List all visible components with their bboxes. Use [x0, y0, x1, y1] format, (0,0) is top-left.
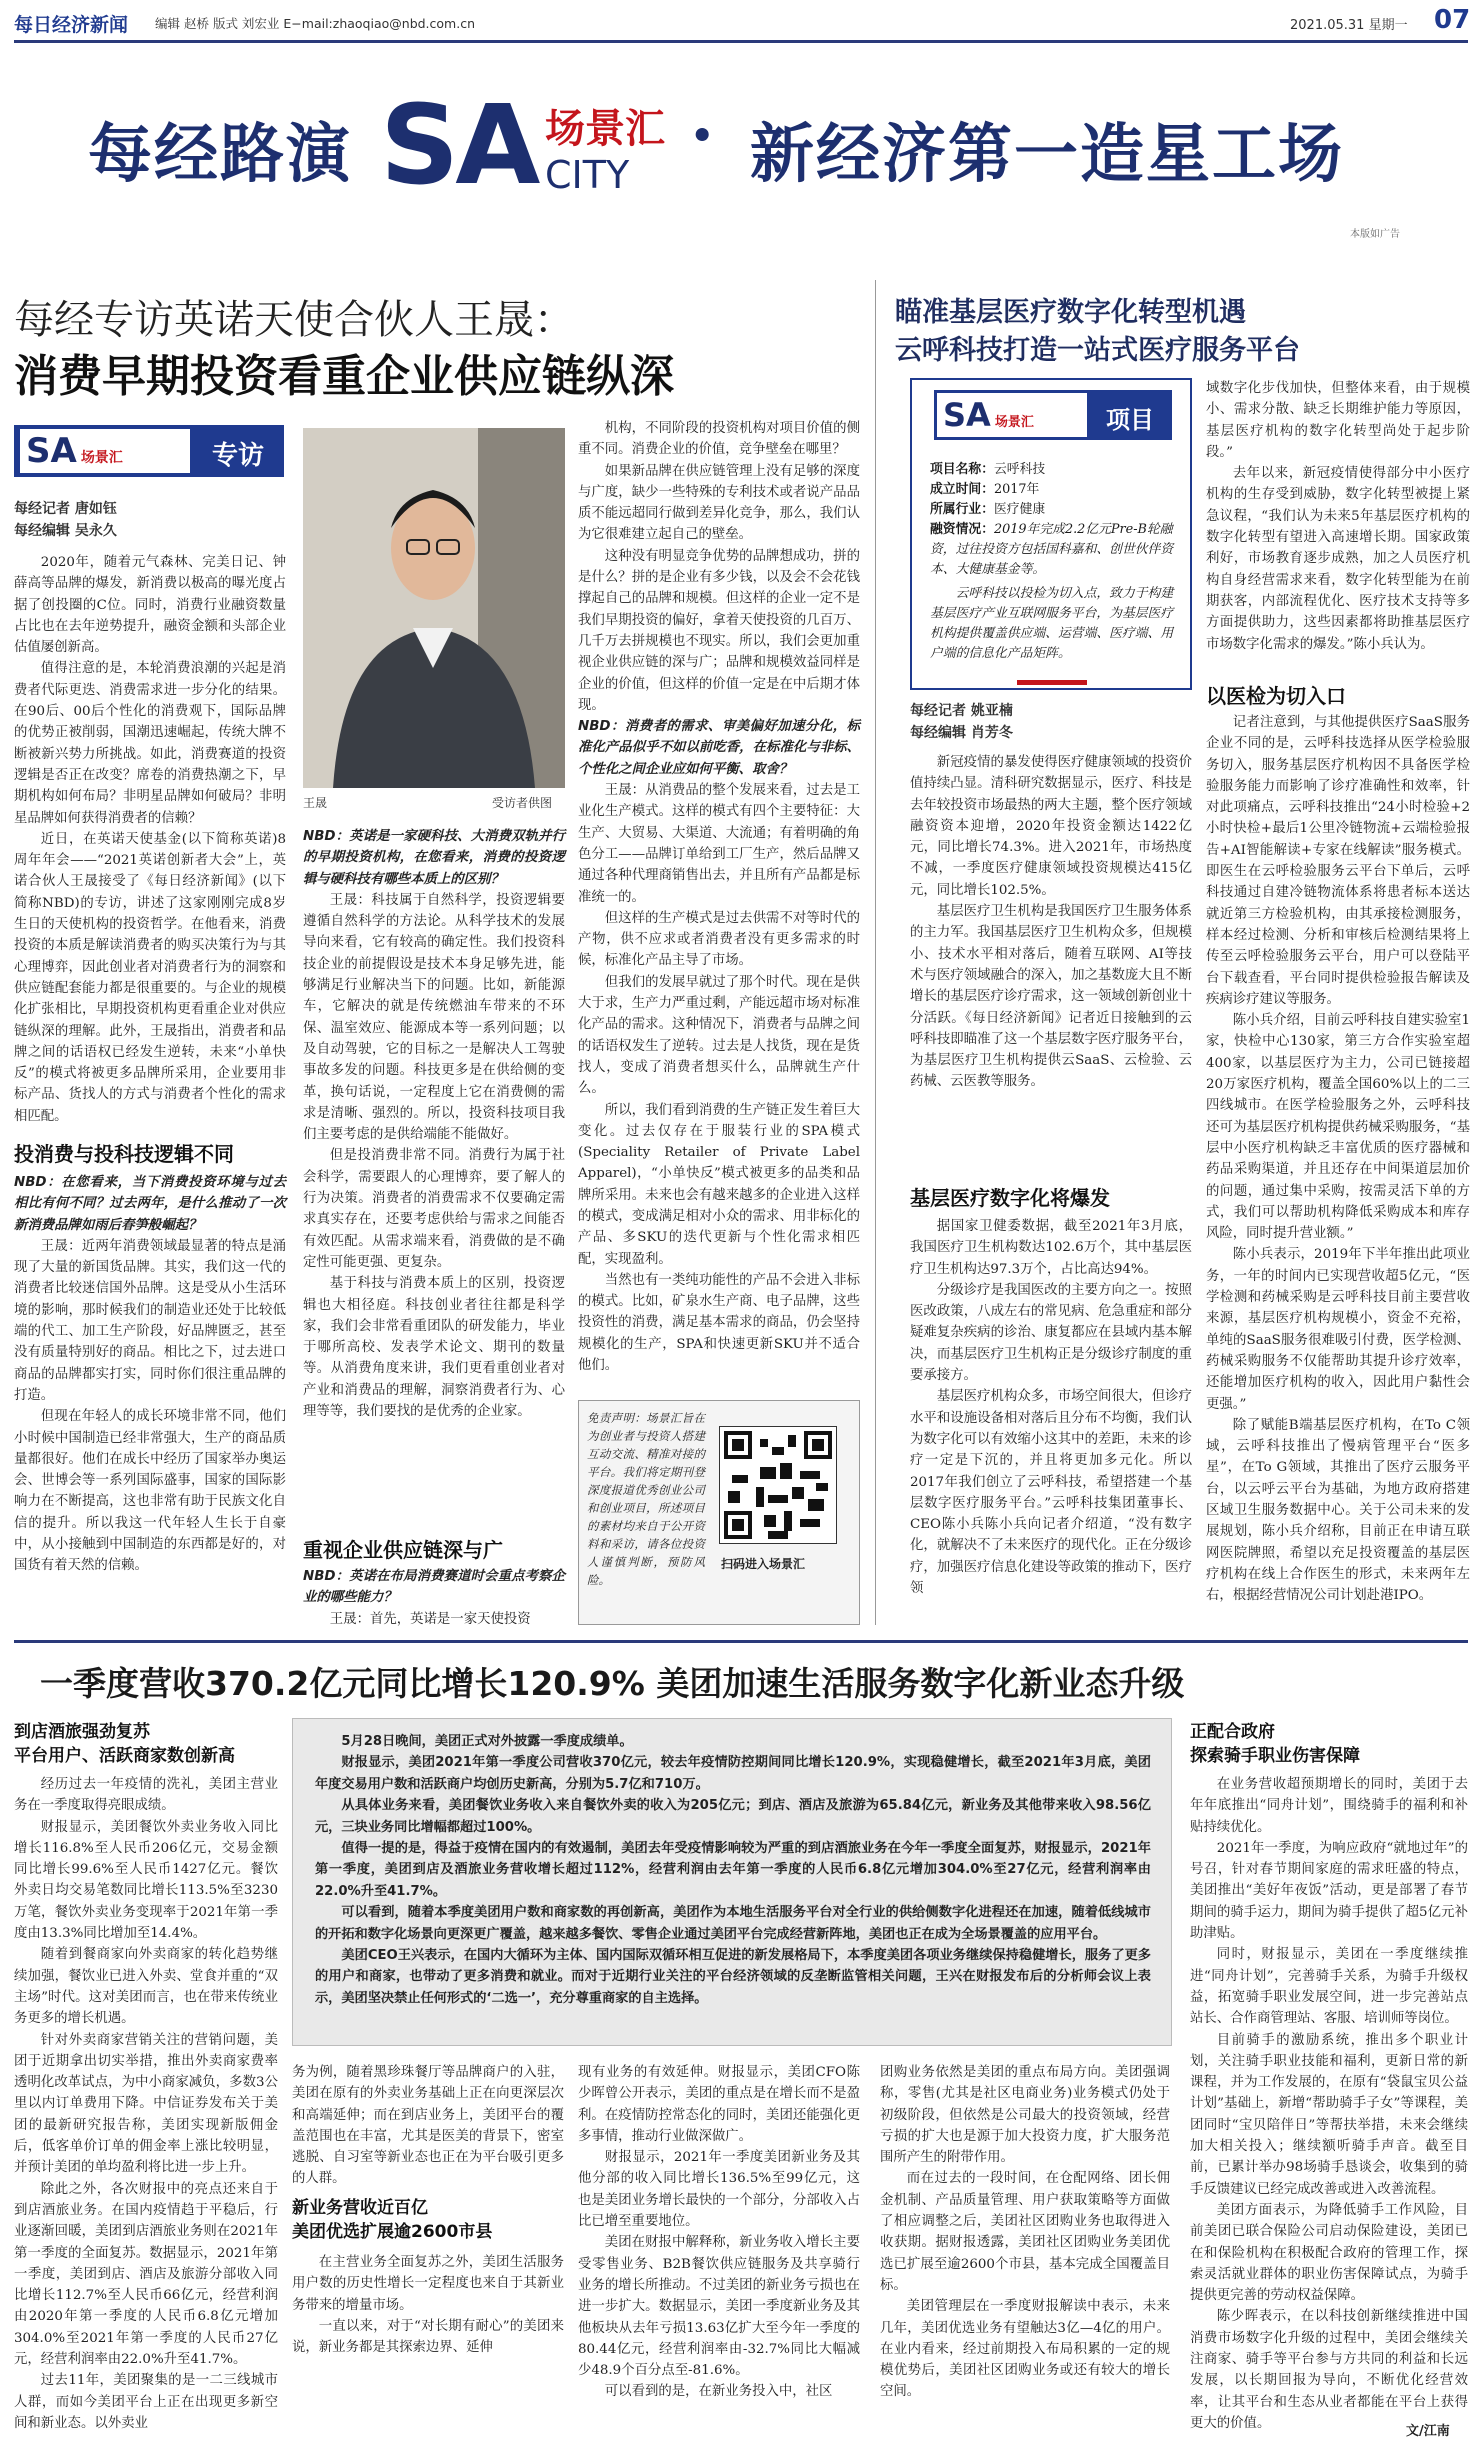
paragraph: 可以看到，随着本季度美团用户数和商家数的再创新高，美团作为本地生活服务平台对全行业的供给侧数字化进程还在加速，随着低线城市的开拓和数字化场景向更深更广覆盖，越来越多餐饮、零售企业通过美团平台完成经营新阵地，美团也正在成为全场景覆盖的应用平台。 [315, 1905, 1151, 1942]
photo-credit: 受访者供图 [492, 796, 553, 810]
paragraph: 美团方面表示，为降低骑手工作风险，目前美团已联合保险公司启动保险建设，美团已在和保险机构在积极配合政府的管理工作，探索灵活就业群体的职业伤害保障试点，为骑手提供更完善的劳动权益保障。 [1190, 2202, 1468, 2304]
page-number: 07 [1434, 5, 1471, 35]
article1-byline [14, 498, 117, 542]
article2-byline [910, 700, 1013, 744]
paragraph: 王晟：近两年消费领域最显著的特点是涌现了大量的新国货品牌。其实，我们这一代的消费者比较迷信国外品牌。这是受从小生活环境的影响，那时候我们的制造业还处于比较低端的代工、加工生产阶段，好品牌匮乏，甚至没有质量特别好的商品。相比之下，过去进口商品的品牌都实打实，同时你们很注重品牌的打造。 [14, 1238, 286, 1403]
subhead-line1: 正配合政府 [1190, 1722, 1275, 1742]
ad-note: 本版如广告 [1350, 229, 1400, 240]
article1-subhead-b: 重视企业供应链深与广 [303, 1538, 503, 1562]
paragraph: 但是投消费非常不同。消费行为属于社会科学，需要跟人的心理博弈，要了解人的行为决策。消费者的消费需求不仅要确定需求真实存在，还要考虑供给与需求之间能否有效匹配。从需求端来看，消费做的是不确定性可能更强、更复杂。 [303, 1148, 565, 1270]
header-rule [14, 40, 1468, 43]
paragraph: 王晟：科技属于自然科学，投资逻辑要遵循自然科学的方法论。从科学技术的发展导向来看，它有较高的确定性。我们投资科技企业的前提假设是技术本身足够先进，能够满足行业解决当下的问题。比如，新能源车，它解决的就是传统燃油车带来的不环保、温室效应、能源成本等一系列问题；以及自动驾驶，它的目标之一是解决人工驾驶事故多发的问题。科技更多是在供给侧的变革，换句话说，一定程度上它在消费侧的需求是清晰、强烈的。所以，投资科技项目我们主要考虑的是供给端能不能做好。 [303, 892, 565, 1143]
paragraph: 一直以来，对于“对长期有耐心”的美团来说，新业务都是其探索边界、延伸 [292, 2318, 564, 2356]
paragraph: 目前骑手的激励系统，推出多个职业计划，关注骑手职业技能和福利，更新日常的新课程，并为工作发展的，在原有“袋鼠宝贝公益计划”基础上，新增“帮助骑手子女”等课程，美团同时“宝贝陪伴日”等帮扶举措，未来会继续加大相关投入；继续额听骑手声音。截至目前，已累计举办98场骑手恳谈会，收集到的骑手反馈建议已经完成改善或进入改善流程。 [1190, 2032, 1468, 2197]
card-logo [937, 393, 1087, 437]
paragraph: 值得一提的是，得益于疫情在国内的有效遏制，美团去年受疫情影响较为严重的到店酒旅业务在今年一季度全面复苏，财报显示，2021年第一季度，美团到店及酒旅业务营收增长超过112%，经营利润由去年第一季度的人民币6.8亿元增加304.0%至27亿元，经营利润率由22.0%升至41.7%。 [315, 1841, 1151, 1899]
summary-box [292, 1718, 1172, 2046]
paragraph: 2020年，随着元气森林、完美日记、钟薛高等品牌的爆发，新消费以极高的曝光度占据了创投圈的C位。同时，消费行业融资数量占比也在去年逆势提升，融资金额和头部企业估值屡创新高。 [14, 555, 286, 656]
tag-logo-sa: SA [26, 431, 77, 471]
paragraph: 近日，在英诺天使基金(以下简称英诺)8周年年会——“2021英诺创新者大会”上，英诺合伙人王晟接受了《每日经济新闻》(以下简称NBD)的专访，讲述了这家刚刚完成8岁生日的天使机构的投资哲学。在他看来，消费投资的本质是解读消费者的购买决策行为与其心理博弈，因此创业者对消费者行为的洞察和供应链配套能力都是很重要的。与企业的规模化扩张相比，早期投资机构更看重企业对供应链纵深的理解。此外，王晟指出，消费者和品牌之间的话语权已经发生逆转，未来“小单快反”的模式将被更多品牌所采用，企业要用非标产品、货找人的方式与消费者个性化的需求相匹配。 [14, 831, 286, 1124]
question: NBD：英诺在布局消费赛道时会重点考察企业的哪些能力？ [303, 1569, 565, 1606]
banner-logo-sa: SA [380, 81, 537, 209]
subhead-line2: 平台用户、活跃商家数创新高 [14, 1746, 235, 1766]
byline-reporter: 每经记者 姚亚楠 [910, 703, 1013, 719]
paragraph: 美团管理层在一季度财报解读中表示，未来几年，美团优选业务有望触达3亿—4亿的用户。在业内看来，经过前期投入布局积累的一定的规模优势后，美团社区团购业务或还有较大的增长空间。 [880, 2299, 1170, 2400]
card-header [934, 390, 1172, 440]
paragraph: 但这样的生产模式是过去供需不对等时代的产物，供不应求或者消费者没有更多需求的时候，标准化产品主导了市场。 [578, 910, 860, 969]
byline-reporter: 每经记者 唐如钰 [14, 501, 117, 517]
paragraph: 但我们的发展早就过了那个时代。现在是供大于求，生产力严重过剩，产能远超市场对标准化产品的需求。这种情况下，消费者与品牌之间的话语权发生了逆转。过去是人找货，现在是货找人，变成了消费者想买什么，品牌就生产什么。 [578, 974, 860, 1097]
paragraph: 基层医疗机构众多，市场空间很大，但诊疗水平和设施设备相对落后且分布不均衡，我们认为数字化可以有效缩小这其中的差距，未来的诊疗一定是下沉的，并且将更加多元化。所以2017年我们创立了云呼科技，希望搭建一个基层数字医疗服务平台。”云呼科技集团董事长、CEO陈小兵陈小兵向记者介绍道，“没有数字化，就解决不了未来医疗的现代化。正在分级诊疗，加强医疗信息化建设等政策的推动下，医疗领 [910, 1389, 1192, 1597]
portrait-photo [303, 428, 565, 788]
article3-title: 一季度营收370.2亿元同比增长120.9% 美团加速生活服务数字化新业态升级 [40, 1664, 1185, 1703]
card-field: 融资情况：2019年完成2.2亿元Pre-B轮融资，过往投资方包括国科嘉和、创世伙伴资本、大健康基金等。 [930, 522, 1174, 577]
article3-col4-body [880, 2062, 1170, 2434]
paragraph: 基层医疗卫生机构是我国医疗卫生服务体系的主力军。我国基层医疗卫生机构众多，但规模小、技术水平相对落后，随着互联网、AI等技术与医疗领域融合的深入，加之基数庞大且不断增长的基层医疗诊疗需求，这一领域创新创业十分活跃。《每日经济新闻》记者近日接触到的云呼科技即瞄准了这一个基层数字医疗服务平台，为基层医疗卫生机构提供云SaaS、云检验、云药械、云医教等服务。 [910, 904, 1192, 1090]
paragraph: 可以看到的是，在新业务投入中，社区 [604, 2384, 833, 2400]
paragraph: 团购业务依然是美团的重点布局方向。美团强调称，零售(尤其是社区电商业务)业务模式仍处于初级阶段，但依然是公司最大的投资领域，经营亏损的扩大也是源于加大投资力度，扩大服务范围所产生的附带作用。 [880, 2065, 1170, 2166]
paragraph: 分级诊疗是我国医改的主要方向之一。按照医改政策，八成左右的常见病、危急重症和部分疑难复杂疾病的诊治、康复都应在县域内基本解决，而基层医疗卫生机构正是分级诊疗制度的重要承接方。 [910, 1282, 1192, 1384]
tag-logo [20, 429, 190, 473]
paragraph: 域数字化步伐加快，但整体来看，由于规模小、需求分散、缺乏长期维护能力等原因，基层医疗机构的数字化转型尚处于起步阶段。” [1206, 381, 1470, 460]
paragraph: 2021年一季度，为响应政府“就地过年”的号召，针对春节期间家庭的需求旺盛的特点，美团推出“美好年夜饭”活动，更是部署了春节期间的骑手运力，期间为骑手提供了超5亿元补助津贴。 [1190, 1840, 1468, 1942]
banner [50, 75, 1430, 250]
article1-title1: 每经专访英诺天使合伙人王晟： [14, 297, 574, 343]
article3-col3-body [578, 2062, 860, 2434]
paragraph: 除此之外，各次财报中的亮点还来自于到店酒旅业务。在国内疫情趋于平稳后，行业逐渐回暖，美团到店酒旅业务则在2021年第一季度的全面复苏。数据显示，2021年第一季度，美团到店、酒店及旅游分部收入同比增长112.7%至人民币66亿元，经营利润由2020年第一季度的人民币6.8亿元增加304.0%至2021年第一季度的人民币27亿元，经营利润率由22.0%升至41.7%。 [14, 2181, 278, 2368]
paragraph: 王晟：首先，英诺是一家天使投资 [329, 1611, 531, 1627]
question: NBD：消费者的需求、审美偏好加速分化，标准化产品似乎不如以前吃香，在标准化与非标、个性化之间企业应如何平衡、取舍？ [578, 719, 860, 777]
paragraph: 针对外卖商家营销关注的营销问题，美团于近期拿出切实举措，推出外卖商家费率透明化改革试点，为中小商家减负，多数3公里以内订单费用下降。中信证券发布关于美团的最新研究报告称，美团实现新版佣金后，低客单价订单的佣金率上涨比较明显，并预计美团的单均盈利将比进一步上升。 [14, 2032, 278, 2176]
article1-tag: 专访 [212, 441, 265, 471]
article2-col1-body [910, 752, 1192, 1172]
article1-col3-body [578, 418, 860, 1384]
card-description: 云呼科技以投检为切入点，致力于构建基层医疗产业互联网服务平台，为基层医疗机构提供覆盖供应端、运营端、医疗端、用户端的信息化产品矩阵。 [930, 586, 1174, 661]
byline-editor: 每经编辑 吴永久 [14, 523, 117, 539]
staff-line: 编辑 赵桥 版式 刘宏业 E−mail:zhaoqiao@nbd.com.cn [155, 16, 475, 31]
card-accent [1017, 680, 1087, 685]
paragraph: 所以，我们看到消费的生产链正发生着巨大变化。过去仅存在于服装行业的SPA模式(Speciality Retailer of Private Label Apparel)，“小单快反”模式被更多的品类和品牌所采用。未来也会有越来越多的企业进入这样的模式，变成满足相对小众的需求、用非标化的产品、多SKU的迭代更新与个性化需求相匹配，实现盈利。 [578, 1102, 860, 1267]
paragraph: 王晟：从消费品的整个发展来看，过去是工业化生产模式。这样的模式有四个主要特征：大生产、大贸易、大渠道、大流通；有着明确的角色分工——品牌订单给到工厂生产，然后品牌又通过各种代理商销售出去，并且所有产品都是标准统一的。 [578, 783, 860, 905]
column-divider [875, 280, 876, 1625]
paragraph: 据国家卫健委数据，截至2021年3月底，我国医疗卫生机构数达102.6万个，其中基层医疗卫生机构达97.3万个，占比高达94%。 [910, 1219, 1192, 1277]
disclaimer-box [578, 1400, 860, 1625]
article3-right-subhead [1190, 1720, 1360, 1768]
article2-col1-body2 [910, 1216, 1192, 1624]
paragraph: 如果新品牌在供应链管理上没有足够的深度与广度，缺少一些特殊的专利技术或者说产品品质不能远超同行做到差异化竞争，那么，我们认为它很难建立起自己的壁垒。 [578, 463, 860, 543]
paragraph: 现有业务的有效延伸。财报显示，美团CFO陈少晖曾公开表示，美团的重点是在增长而不是盈利。在疫情防控常态化的同时，美团还能强化更多事情，推动行业做深做广。 [578, 2065, 860, 2144]
article3-col2-body2 [292, 2252, 564, 2432]
article1-col1-body [14, 552, 286, 1130]
paper-name: 每日经济新闻 [14, 14, 129, 36]
paragraph: 除了赋能B端基层医疗机构，在To C领域，云呼科技推出了慢病管理平台“医多星”，在To G领域，其推出了医疗云服务平台，以云呼云平台为基础，为地方政府搭建区域卫生服务数据中心。关于公司未来的发展规划，陈小兵介绍称，目前正在申请互联网医院牌照，希望以充足投资覆盖的基层医疗机构在线上合作医生的形式，未来两年左右，根据经营情况公司计划赴港IPO。 [1206, 1417, 1470, 1604]
disclaimer-text: 免责声明：场景汇旨在为创业者与投资人搭建互动交流、精准对接的平台。我们将定期刊登深度报道优秀创业公司和创业项目，所述项目的素材均来自于公开资料和采访，请各位投资人谨慎判断，预防风险。 [587, 1411, 705, 1587]
paragraph: 美团在财报中解释称，新业务收入增长主要受零售业务、B2B餐饮供应链服务及共享骑行业务的增长所推动。不过美团的新业务亏损也在进一步扩大。数据显示，美团一季度新业务及其他板块从去年亏损13.63亿扩大至今年一季度的80.44亿元，经营利润率由-32.7%同比大幅减少48.9个百分点至-81.6%。 [578, 2235, 860, 2379]
paragraph: 随着到餐商家向外卖商家的转化趋势继续加强，餐饮业已进入外卖、堂食并重的“双主场”时代。这对美团而言，也在带来传统业务更多的增长机遇。 [14, 1947, 278, 2027]
subhead-line1: 到店酒旅强劲复苏 [14, 1722, 150, 1742]
tag-logo-cn: 场景汇 [80, 450, 123, 466]
byline-editor: 每经编辑 肖芳冬 [910, 725, 1013, 741]
qr-label: 扫码进入场景汇 [721, 1557, 806, 1571]
card-fields [930, 460, 1180, 664]
banner-left-text: 每经路演 [88, 118, 352, 192]
summary-body [315, 1731, 1151, 2037]
paragraph: 陈小兵介绍，目前云呼科技自建实验室1家，快检中心130家，第三方合作实验室超400家，以基层医疗为主力，公司已链接超20万家医疗机构，覆盖全国60%以上的二三四线城市。在医学检验服务之外，云呼科技还可为基层医疗机构提供药械采购服务，“基层中小医疗机构缺乏丰富优质的医疗器械和药品采购渠道，并且还存在中间渠道层加价的问题，通过集中采购，按需灵活下单的方式，我们可以帮助机构降低采购成本和库存风险，同时提升营业额。” [1206, 1013, 1470, 1242]
banner-logo-cn: 场景汇 [545, 106, 665, 152]
article3-col2-subhead [292, 2196, 492, 2244]
question: NBD：在您看来，当下消费投资环境与过去相比有何不同？过去两年，是什么推动了一次新消费品牌如雨后春笋般崛起？ [14, 1175, 286, 1233]
page-header [0, 0, 1482, 46]
article2-col2-body [1206, 378, 1470, 670]
paragraph: 过去11年，美团聚集的是一二三线城市人群，而如今美团平台上正在出现更多新空间和新业态。以外卖业 [14, 2373, 278, 2431]
article1-subhead-a: 投消费与投科技逻辑不同 [14, 1142, 234, 1166]
banner-logo-city: CITY [545, 153, 630, 197]
paragraph: 去年以来，新冠疫情使得部分中小医疗机构的生存受到威胁，数字化转型被提上紧急议程，“我们认为未来5年基层医疗机构的数字化转型有望进入高速增长期。国家政策利好，市场教育逐步成熟，加之人员医疗机构自身经营需求来看，数字化转型能为在前期获客，内部流程优化、医疗技术支持等多方面提供助力，这些因素都将助推基层医疗市场数字化需求的爆发。”陈小兵认为。 [1206, 466, 1470, 652]
subhead-line2: 探索骑手职业伤害保障 [1190, 1746, 1360, 1766]
card-field: 成立时间：2017年 [930, 482, 1040, 497]
photo-caption: 王晟 [303, 796, 328, 810]
subhead-line1: 新业务营收近百亿 [292, 2198, 428, 2218]
paragraph: 这种没有明显竞争优势的品牌想成功，拼的是什么？拼的是企业有多少钱，以及会不会花钱撑起自己的品牌和规模。但这样的企业一定不是我们早期投资的偏好，拿着天使投资的几百万、几千万去拼规模也不现实。所以，我们会更加重视企业供应链的深与广；品牌和规模效益同样是企业的价值，但这样的价值一定是在中后期才体现。 [578, 548, 860, 713]
author-credit: 文/江南 [1406, 2424, 1450, 2439]
card-logo-sa: SA [943, 396, 991, 434]
paragraph: 记者注意到，与其他提供医疗SaaS服务企业不同的是，云呼科技选择从医学检验服务切入，服务基层医疗机构因不具备医学检验服务能力而影响了诊疗准确性和效率，针对此项痛点，云呼科技推出“24小时检验+2小时快检+最后1公里冷链物流+云端检验报告+AI智能解读+专家在线解读”服务模式。即医生在云呼检验服务云平台下单后，云呼科技通过自建冷链物流体系将患者标本送达就近第三方检验机构，由其承接检测服务，样本经过检测、分析和审核后检测结果将上传至云呼检验服务云平台，用户可以登陆平台下载查看，平台同时提供检验报告解读及疾病诊疗建议等服务。 [1206, 715, 1470, 1007]
paragraph: 5月28日晚间，美团正式对外披露一季度成绩单。 [341, 1734, 633, 1749]
article2-title2: 云呼科技打造一站式医疗服务平台 [895, 335, 1300, 366]
paragraph: 但现在年轻人的成长环境非常不同，他们小时候中国制造已经非常强大，生产的商品质量都很好。他们在成长中经历了国家举办奥运会、世博会等一系列国际盛事，国家的国际影响力在不断提高，这也非常有助于民族文化自信的提升。所以我这一代年轻人生长于自豪中，从小接触到中国制造的东西都是好的，对国货有着天然的信赖。 [14, 1409, 286, 1574]
paragraph: 财报显示，美团餐饮外卖业务收入同比增长116.8%至人民币206亿元，交易金额同比增长99.6%至人民币1427亿元。餐饮外卖日均交易笔数同比增长113.5%至3230万笔，餐饮外卖业务变现率于2021年第一季度由13.3%同比增加至14.4%。 [14, 1819, 278, 1942]
paragraph: 当然也有一类纯功能性的产品不会进入非标的模式。比如，矿泉水生产商、电子品牌，这些投资性的消费，满足基本需求的商品，仍会坚持规模化的生产，SPA和快速更新SKU并不适合他们。 [578, 1272, 860, 1374]
person-silhouette [303, 428, 565, 788]
banner-right-text: 新经济第一造星工场 [750, 118, 1344, 192]
article1-col2-body [303, 826, 565, 1526]
article2-tag: 项目 [1106, 406, 1154, 434]
card-field: 所属行业：医疗健康 [930, 502, 1046, 517]
issue-date: 2021.05.31 星期一 [1290, 18, 1408, 33]
paragraph: 陈少晖表示，在以科技创新继续推进中国消费市场数字化升级的过程中，美团会继续关注商家、骑手等平台参与方共同的利益和长远发展，以长期回报为导向，不断优化经营效率，让其平台和生态从业者都能在平台上获得更大的价值。 [1190, 2309, 1468, 2431]
project-card [910, 378, 1192, 690]
banner-dot: · [690, 93, 715, 176]
article1-title2: 消费早期投资看重企业供应链纵深 [14, 351, 674, 402]
paragraph: 经历过去一年疫情的洗礼，美团主营业务在一季度取得亮眼成绩。 [14, 1777, 278, 1814]
paragraph: 美团CEO王兴表示，在国内大循环为主体、国内国际双循环相互促进的新发展格局下，本季度美团各项业务继续保持稳健增长，服务了更多的用户和商家，也带动了更多消费和就业。而对于近期行业关注的平台经济领域的反垄断监管相关问题，王兴在财报发布后的分析师会议上表示，美团坚决禁止任何形式的‘二选一’，充分尊重商家的自主选择。 [315, 1948, 1151, 2006]
paragraph: 财报显示，美团2021年第一季度公司营收370亿元，较去年疫情防控期间同比增长120.9%，实现稳健增长，截至2021年3月底，美团年度交易用户数和活跃商户均创历史新高，分别为5.7亿和710万。 [315, 1755, 1151, 1792]
paragraph: 从具体业务来看，美团餐饮业务收入来自餐饮外卖的收入为205亿元；到店、酒店及旅游为65.84亿元，新业务及其他带来收入98.56亿元，三块业务同比增幅都超过100%。 [315, 1798, 1151, 1835]
card-field: 项目名称：云呼科技 [930, 462, 1046, 477]
paragraph: 陈小兵表示，2019年下半年推出此项业务，一年的时间内已实现营收超5亿元，“医学检测和药械采购是云呼科技目前主要营收来源，基层医疗机构规模小，资金不充裕，单纯的SaaS服务很难吸引付费，医学检测、药械采购服务不仅能帮助其提升诊疗效率，还能增加医疗机构的收入，因此用户黏性会更强。” [1206, 1247, 1470, 1412]
qr-pattern [720, 1427, 836, 1543]
paragraph: 在主营业务全面复苏之外，美团生活服务用户数的历史性增长一定程度也来自于其新业务带来的增量市场。 [292, 2255, 564, 2313]
paragraph: 新冠疫情的暴发使得医疗健康领域的投资价值持续凸显。清科研究数据显示，医疗、科技是去年较投资市场最热的两大主题，整个医疗领域融资资本迎增，2020年投资金额达1422亿元，同比增长74.3%。进入2021年，市场热度不减，一季度医疗健康领域投资规模达415亿元，同比增长102.5%。 [910, 755, 1192, 898]
subhead-line2: 美团优选扩展逾2600市县 [292, 2222, 493, 2242]
paragraph: 在业务营收超预期增长的同时，美团于去年年底推出“同舟计划”，围绕骑手的福利和补贴持续优化。 [1190, 1777, 1468, 1835]
article1-col2-body2 [303, 1566, 565, 1630]
article3-right-body [1190, 1774, 1468, 2431]
article3-left-subhead [14, 1720, 235, 1768]
article3-left-body [14, 1774, 278, 2434]
qr-code[interactable] [719, 1426, 837, 1544]
article2-title1: 瞄准基层医疗数字化转型机遇 [895, 297, 1246, 328]
section-rule [14, 1640, 1468, 1643]
paragraph: 同时，财报显示，美团在一季度继续推进“同舟计划”，完善骑手关系，为骑手升级权益，拓宽骑手职业发展空间，进一步完善站点站长、合作商管理站、客服、培训师等岗位。 [1190, 1947, 1468, 2027]
paragraph: 而在过去的一段时间，在仓配网络、团长佣金机制、产品质量管理、用户获取策略等方面做了相应调整之后，美团社区团购业务也取得进入收获期。据财报透露，美团社区团购业务美团优选已扩展至逾2600个市县，基本完成全国覆盖目标。 [880, 2171, 1170, 2293]
paragraph: 值得注意的是，本轮消费浪潮的兴起是消费者代际更迭、消费需求进一步分化的结果。在90后、00后个性化的消费观下，国际品牌的优势正被削弱，国潮迅速崛起，传统大牌不断被新兴势力所挑战。如此，消费赛道的投资逻辑是否正在改变？席卷的消费热潮之下，早期机构如何布局？非明星品牌如何破局？非明星品牌如何获得消费者的信赖？ [14, 661, 286, 826]
article1-tag-box [14, 425, 284, 477]
article2-subhead-b: 以医检为切入口 [1206, 684, 1346, 708]
question: NBD：英诺是一家硬科技、大消费双轨并行的早期投资机构，在您看来，消费的投资逻辑与硬科技有哪些本质上的区别？ [303, 829, 565, 887]
paragraph: 机构，不同阶段的投资机构对项目价值的侧重不同。消费企业的价值，竞争壁垒在哪里？ [578, 421, 860, 458]
paragraph: 务为例，随着黑珍珠餐厅等品牌商户的入驻，美团在原有的外卖业务基础上正在向更深层次和高端延伸；而在到店业务上，美团平台的覆盖范围也在丰富，尤其是医美的背景下，密室逃脱、自习室等新业态也正在为平台吸引更多的人群。 [292, 2065, 564, 2187]
paragraph: 财报显示，2021年一季度美团新业务及其他分部的收入同比增长136.5%至99亿元，这也是美团业务增长最快的一个部分，分部收入占比已增至重要地位。 [578, 2150, 860, 2230]
article2-subhead-a: 基层医疗数字化将爆发 [910, 1186, 1110, 1210]
paragraph: 基于科技与消费本质上的区别，投资逻辑也大相径庭。科技创业者往往都是科学家，我们会非常看重团队的研发能力，毕业于哪所高校、发表学术论文、期刊的数量等。从消费角度来讲，我们更看重创业者对产业和消费品的理解，洞察消费者行为、心理等等，我们要找的是优秀的企业家。 [303, 1276, 565, 1420]
card-logo-cn: 场景汇 [994, 415, 1034, 430]
article2-col2-body2 [1206, 712, 1470, 1624]
article3-col2-body [292, 2062, 564, 2190]
